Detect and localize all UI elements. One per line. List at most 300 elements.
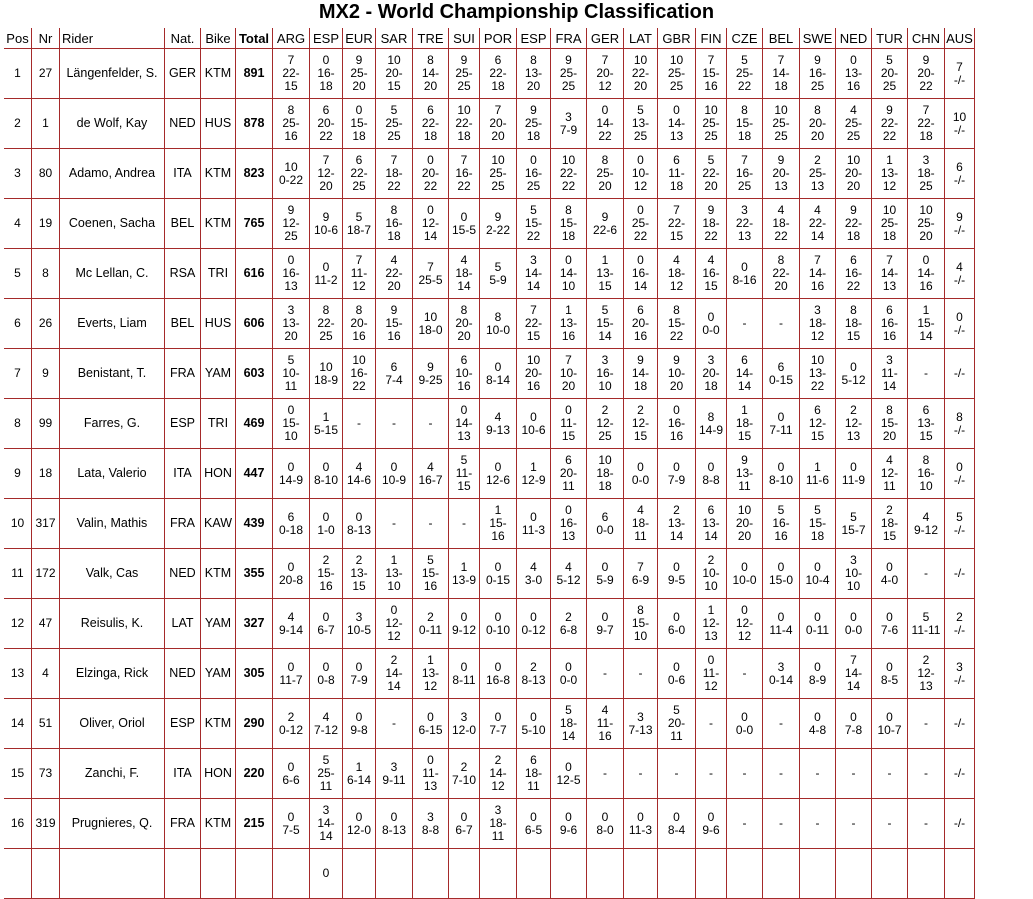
gp-result-line: 4 (287, 609, 295, 624)
gp-result-line: 0 (460, 609, 468, 624)
gp-result-cell (658, 299, 696, 349)
gp-result-line: 9-14 (278, 622, 304, 637)
gp-result-line: 3 (287, 303, 295, 317)
gp-result-cell (908, 449, 945, 499)
gp-result-line: 20 (387, 279, 401, 293)
gp-result-line: 10-7 (877, 722, 902, 737)
gp-result-line: 25- (596, 166, 614, 180)
gp-result-line: 8 (494, 309, 502, 324)
gp-result-line: - (742, 316, 747, 330)
gp-result-line: 6-7 (455, 822, 473, 837)
gp-result-line: 9 (530, 103, 537, 117)
gp-result-line: 22- (772, 266, 790, 280)
gp-result-line: 9-6 (559, 822, 578, 837)
gp-result-cell (480, 49, 517, 99)
gp-result-line: 25- (317, 766, 335, 780)
gp-result-cell (727, 49, 763, 99)
gp-result-line: 10 (633, 629, 648, 643)
gp-result-line: 14- (880, 266, 899, 280)
gp-result-cell (727, 299, 763, 349)
gp-result-line: 20- (667, 716, 686, 730)
gp-result-line: 8 (741, 103, 748, 117)
gp-result-line: 16- (735, 166, 754, 180)
gp-result-line: 0-0 (735, 722, 754, 737)
gp-result-line: 8-8 (421, 822, 440, 837)
gp-result-line: 6-15 (418, 722, 443, 737)
gp-result-line: 15 (387, 79, 401, 93)
gp-result-line: 18- (455, 266, 473, 280)
gp-result-cell (273, 749, 310, 799)
gp-result-line: 0 (287, 759, 295, 774)
gp-result-line: 0 (427, 709, 434, 724)
gp-result-line: 6 (886, 303, 893, 317)
gp-result-cell (696, 99, 727, 149)
gp-result-line: 18 (387, 229, 401, 243)
gp-result-cell (310, 249, 343, 299)
gp-result-line: 12-9 (521, 472, 546, 487)
gp-result-cell (763, 149, 800, 199)
gp-result-cell (908, 549, 945, 599)
gp-result-line: 0 (637, 459, 644, 474)
gp-result-line: 10 (598, 453, 612, 467)
gp-result-cell (624, 149, 658, 199)
rider-name: Everts, Liam (60, 299, 165, 349)
gp-result-cell (517, 599, 551, 649)
rider-position: 4 (4, 199, 32, 249)
gp-result-line: 20 (561, 379, 576, 393)
gp-result-line: 0 (494, 709, 502, 724)
gp-result-line: 16 (319, 579, 333, 593)
gp-result-cell (727, 849, 763, 899)
gp-result-cell (449, 99, 480, 149)
gp-result-line: 0 (427, 203, 434, 217)
gp-result-line: 3 (494, 803, 502, 817)
gp-result-line: 1 (601, 253, 609, 267)
gp-result-cell (517, 99, 551, 149)
gp-result-cell (800, 749, 836, 799)
header-gp-ned: NED (836, 28, 872, 49)
gp-result-line: 2 (886, 503, 893, 517)
table-row (4, 599, 975, 649)
gp-result-cell (800, 349, 836, 399)
gp-result-cell (763, 199, 800, 249)
header-gp-esp: ESP (310, 28, 343, 49)
gp-result-line: 10 (919, 479, 933, 493)
gp-result-line: 22- (455, 116, 473, 130)
gp-result-cell (413, 649, 449, 699)
gp-result-line: 7 (673, 203, 680, 217)
gp-result-cell (449, 849, 480, 899)
rider-position: 11 (4, 549, 32, 599)
gp-result-cell (727, 599, 763, 649)
gp-result-line: -/- (953, 272, 966, 287)
table-body (4, 49, 975, 899)
gp-result-line: 15- (596, 316, 614, 330)
gp-result-cell (945, 699, 975, 749)
gp-result-line: 0-15 (768, 372, 794, 387)
gp-result-cell (727, 249, 763, 299)
gp-result-line: 18- (667, 266, 686, 280)
rider-bike: TRI (201, 399, 236, 449)
gp-result-line: 0 (322, 459, 330, 474)
gp-result-line: - (603, 666, 607, 680)
gp-result-cell (908, 49, 945, 99)
gp-result-line: 1 (355, 759, 363, 774)
gp-result-line: 0 (850, 53, 857, 67)
gp-result-line: 20 (284, 329, 298, 343)
gp-result-line: 3 (956, 659, 963, 674)
gp-result-line: 16 (846, 79, 861, 93)
gp-result-line: 13- (421, 666, 440, 680)
gp-result-cell (480, 149, 517, 199)
gp-result-line: 18- (385, 166, 403, 180)
gp-result-line: 18- (631, 516, 650, 530)
gp-result-cell (800, 199, 836, 249)
gp-result-line: 0-6 (667, 672, 686, 687)
gp-result-line: 8 (922, 453, 930, 467)
gp-result-line: 0 (741, 259, 748, 274)
gp-result-cell (376, 849, 413, 899)
gp-result-line: 10 (633, 53, 648, 67)
rider-nationality: ITA (165, 449, 201, 499)
gp-result-line: 7 (637, 559, 644, 574)
gp-result-cell (480, 749, 517, 799)
gp-result-line: 3 (777, 659, 785, 674)
gp-result-cell (800, 399, 836, 449)
gp-result-line: 7 (494, 103, 502, 117)
gp-result-line: 18 (457, 129, 471, 143)
gp-result-line: 22- (808, 216, 827, 230)
gp-result-line: 4 (322, 709, 330, 724)
rider-total-points: 305 (236, 649, 273, 699)
gp-result-line: 0 (741, 559, 748, 574)
gp-result-cell (908, 649, 945, 699)
gp-result-cell (836, 299, 872, 349)
gp-result-line: 15- (350, 116, 368, 130)
gp-result-line: 22 (737, 79, 752, 93)
gp-result-cell (800, 649, 836, 699)
gp-result-cell (696, 749, 727, 799)
gp-result-line: 22- (350, 166, 368, 180)
gp-result-line: 20 (423, 79, 438, 93)
gp-result-line: 0 (673, 809, 680, 824)
table-row (4, 249, 975, 299)
gp-result-line: 9 (922, 53, 930, 67)
gp-result-cell (273, 99, 310, 149)
rider-total-points: 616 (236, 249, 273, 299)
rider-position: 16 (4, 799, 32, 849)
gp-result-line: 13- (385, 566, 403, 580)
gp-result-cell (836, 449, 872, 499)
gp-result-cell (945, 749, 975, 799)
gp-result-line: 4 (565, 559, 572, 574)
gp-result-line: 0 (850, 709, 857, 724)
gp-result-line: 16 (457, 379, 471, 393)
gp-result-cell (551, 149, 587, 199)
gp-result-line: 6 (355, 153, 363, 167)
gp-result-cell (727, 749, 763, 799)
gp-result-cell (763, 249, 800, 299)
gp-result-line: 10 (952, 109, 967, 124)
gp-result-line: 15 (882, 529, 897, 543)
gp-result-line: 16- (631, 266, 650, 280)
gp-result-line: 5-15 (313, 422, 339, 437)
gp-result-line: 15 (846, 329, 861, 343)
rider-total-points: 603 (236, 349, 273, 399)
gp-result-cell (696, 149, 727, 199)
gp-result-cell (376, 649, 413, 699)
gp-result-line: 13 (561, 529, 576, 543)
rider-total-points: 447 (236, 449, 273, 499)
gp-result-line: 3 (814, 303, 821, 317)
gp-result-line: - (603, 766, 607, 780)
gp-result-line: 22- (489, 66, 507, 80)
gp-result-line: 14- (385, 666, 403, 680)
gp-result-line: 6-14 (346, 772, 372, 787)
gp-result-line: 22 (669, 329, 684, 343)
gp-result-line: 12 (704, 679, 718, 693)
gp-result-line: 10 (352, 353, 366, 367)
gp-result-line: 20- (421, 166, 440, 180)
gp-result-line: 22- (421, 116, 440, 130)
gp-result-line: 6 (850, 253, 857, 267)
gp-result-line: 22- (735, 216, 754, 230)
gp-result-line: 10 (846, 153, 861, 167)
gp-result-line: - (742, 816, 747, 830)
gp-result-cell (800, 149, 836, 199)
gp-result-cell (273, 549, 310, 599)
gp-result-line: -/- (953, 122, 966, 137)
gp-result-line: 8 (322, 303, 330, 317)
gp-result-line: 0 (886, 609, 893, 624)
rider-total-points (236, 849, 273, 899)
gp-result-cell (624, 749, 658, 799)
gp-result-line: -/- (953, 472, 966, 487)
gp-result-line: 14 (810, 229, 825, 243)
rider-bike: KAW (201, 499, 236, 549)
gp-result-line: 2 (390, 653, 398, 667)
gp-result-line: 12- (385, 616, 403, 630)
gp-result-line: 0 (287, 809, 295, 824)
gp-result-line: 10 (491, 153, 505, 167)
gp-result-line: 3 (530, 253, 537, 267)
gp-result-line: -/- (953, 716, 966, 730)
gp-result-line: 8-0 (596, 822, 614, 837)
gp-result-line: 0 (565, 809, 572, 824)
table-row (4, 299, 975, 349)
gp-result-line: 16- (455, 166, 473, 180)
gp-result-line: 11- (560, 416, 577, 430)
gp-result-cell (872, 549, 908, 599)
header-gp-ger: GER (587, 28, 624, 49)
gp-result-line: 2 (565, 609, 572, 624)
gp-result-line: 25 (774, 129, 788, 143)
gp-result-line: 8 (707, 409, 715, 424)
gp-result-line: 20- (735, 516, 754, 530)
gp-result-cell (376, 699, 413, 749)
gp-result-line: -/- (953, 566, 966, 580)
gp-result-line: 20- (844, 166, 863, 180)
gp-result-line: 18- (880, 516, 899, 530)
gp-result-line: 13 (669, 129, 684, 143)
gp-result-line: 11-3 (628, 822, 653, 837)
gp-result-cell (376, 799, 413, 849)
gp-result-line: 15- (489, 516, 507, 530)
gp-result-line: 5 (814, 503, 821, 517)
gp-result-line: 0 (637, 253, 644, 267)
gp-result-line: 7-13 (628, 722, 653, 737)
gp-result-line: 25- (559, 66, 578, 80)
gp-result-cell (945, 199, 975, 249)
table-row (4, 799, 975, 849)
gp-result-line: 0 (530, 809, 537, 824)
gp-result-line: 15- (524, 216, 543, 230)
gp-result-line: 3 (460, 709, 468, 724)
gp-result-line: 14 (669, 529, 684, 543)
gp-result-line: 14- (596, 116, 614, 130)
gp-result-cell (517, 749, 551, 799)
gp-result-line: 0 (850, 609, 857, 624)
rider-name: Adamo, Andrea (60, 149, 165, 199)
rider-number: 80 (32, 149, 60, 199)
gp-result-cell (908, 499, 945, 549)
gp-result-line: 9-6 (702, 822, 720, 837)
rider-nationality: FRA (165, 799, 201, 849)
gp-result-line: 5-12 (556, 572, 581, 587)
gp-result-line: 15- (917, 316, 935, 330)
gp-result-line: 25 (633, 129, 648, 143)
gp-result-line: 14- (735, 366, 754, 380)
gp-result-line: 5-12 (841, 372, 866, 387)
gp-result-cell (449, 149, 480, 199)
gp-result-cell (480, 99, 517, 149)
rider-bike: KTM (201, 199, 236, 249)
gp-result-cell (836, 749, 872, 799)
gp-result-cell (480, 649, 517, 699)
rider-nationality: ESP (165, 699, 201, 749)
gp-result-cell (517, 449, 551, 499)
gp-result-line: 5 (956, 509, 963, 524)
gp-result-line: 25 (598, 429, 612, 443)
gp-result-line: 18 (919, 129, 933, 143)
gp-result-line: 10 (810, 353, 825, 367)
gp-result-cell (624, 849, 658, 899)
gp-result-line: 14- (844, 666, 863, 680)
gp-result-line: 9-12 (451, 622, 477, 637)
gp-result-line: 0 (390, 603, 398, 617)
gp-result-line: 18 (423, 129, 438, 143)
gp-result-line: 8 (673, 303, 680, 317)
gp-result-line: 16 (774, 529, 788, 543)
gp-result-line: 14- (455, 416, 473, 430)
gp-result-cell (273, 449, 310, 499)
gp-result-line: 20-8 (278, 572, 304, 587)
header-gp-arg: ARG (273, 28, 310, 49)
rider-position: 15 (4, 749, 32, 799)
rider-position: 12 (4, 599, 32, 649)
gp-result-line: 12 (598, 79, 612, 93)
gp-result-line: 15- (559, 216, 578, 230)
gp-result-line: 10 (457, 103, 471, 117)
gp-result-line: 7 (427, 259, 434, 274)
gp-result-line: 4 (427, 459, 434, 474)
gp-result-line: 8 (850, 303, 857, 317)
gp-result-line: 20- (559, 466, 578, 480)
header-bike: Bike (201, 28, 236, 49)
gp-result-line: 9 (287, 203, 295, 217)
gp-result-line: 14- (631, 366, 650, 380)
gp-result-cell (517, 649, 551, 699)
gp-result-line: 20- (489, 116, 507, 130)
gp-result-cell (480, 699, 517, 749)
gp-result-cell (376, 199, 413, 249)
gp-result-cell (551, 349, 587, 399)
gp-result-line: 8-9 (808, 672, 827, 687)
gp-result-line: 0-11 (418, 622, 443, 637)
table-row (4, 699, 975, 749)
gp-result-line: 15- (808, 516, 827, 530)
gp-result-line: 12-6 (485, 472, 511, 487)
gp-result-line: 0-0 (596, 522, 614, 537)
gp-result-line: 25 (737, 179, 752, 193)
gp-result-line: 14 (598, 329, 612, 343)
gp-result-cell (587, 399, 624, 449)
gp-result-line: 22 (882, 129, 897, 143)
gp-result-cell (413, 249, 449, 299)
gp-result-cell (696, 599, 727, 649)
gp-result-line: 7-10 (451, 772, 477, 787)
gp-result-cell (376, 299, 413, 349)
rider-nationality: ESP (165, 399, 201, 449)
gp-result-line: 11- (455, 466, 473, 480)
gp-result-line: 1-0 (317, 522, 335, 537)
gp-result-line: 3 (637, 709, 644, 724)
gp-result-cell (310, 699, 343, 749)
gp-result-line: 9 (814, 53, 821, 67)
rider-name: Prugnieres, Q. (60, 799, 165, 849)
gp-result-cell (836, 549, 872, 599)
gp-result-line: 5 (427, 553, 434, 567)
gp-result-cell (449, 799, 480, 849)
rider-bike (201, 849, 236, 899)
gp-result-line: 3 (601, 353, 609, 367)
gp-result-line: - (924, 766, 928, 780)
gp-result-cell (872, 149, 908, 199)
gp-result-line: 16- (596, 366, 614, 380)
gp-result-cell (624, 499, 658, 549)
table-row (4, 749, 975, 799)
gp-result-cell (696, 349, 727, 399)
gp-result-line: 25 (810, 79, 825, 93)
gp-result-line: 18 (846, 229, 861, 243)
gp-result-line: 14 (737, 379, 752, 393)
gp-result-line: 6 (322, 103, 330, 117)
gp-result-line: 0 (850, 459, 857, 474)
rider-number: 73 (32, 749, 60, 799)
rider-bike: YAM (201, 349, 236, 399)
gp-result-line: 13 (774, 179, 788, 193)
gp-result-line: 25 (704, 129, 718, 143)
gp-result-line: 0 (460, 809, 468, 824)
gp-result-line: 10 (919, 203, 933, 217)
gp-result-line: 10 (704, 103, 718, 117)
gp-result-line: 22 (810, 379, 825, 393)
gp-result-line: 13 (284, 279, 298, 293)
gp-result-line: 2 (322, 553, 330, 567)
gp-result-line: - (815, 816, 820, 830)
gp-result-line: 13- (880, 166, 899, 180)
gp-result-line: 0 (427, 153, 434, 167)
